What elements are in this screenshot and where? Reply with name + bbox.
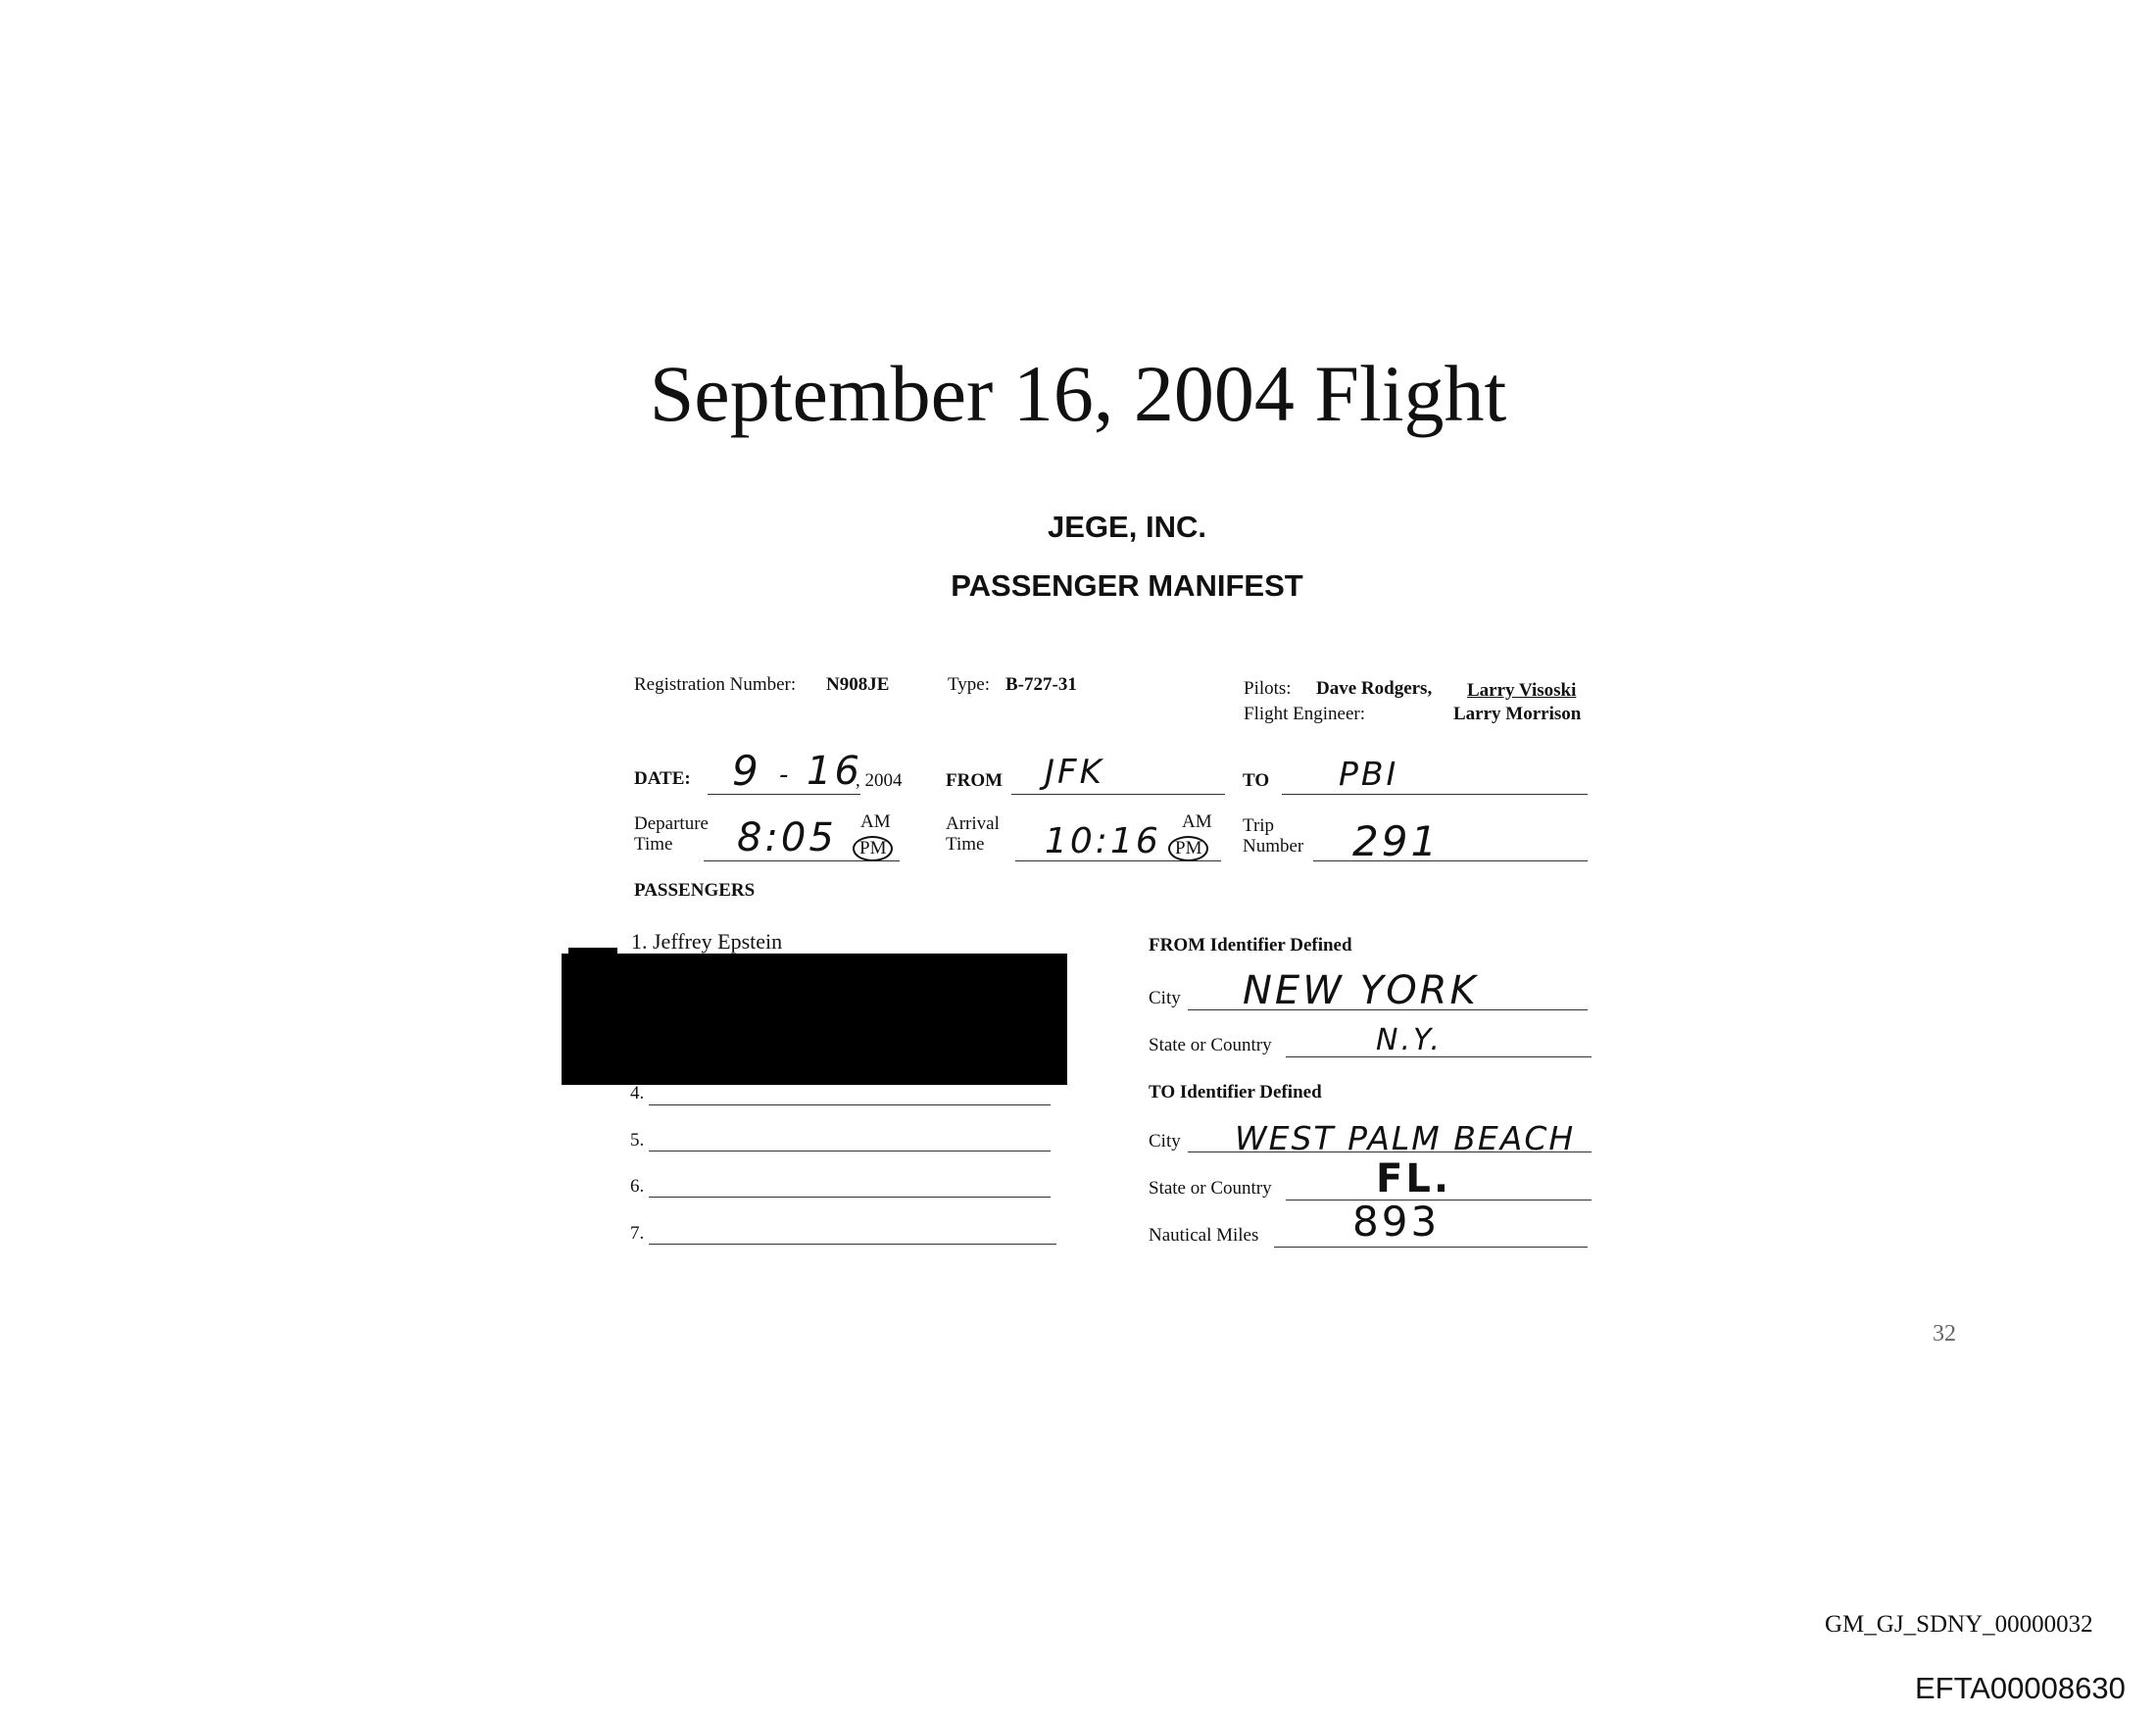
date-year: , 2004 [856, 770, 903, 791]
nautical-miles-line [1274, 1247, 1588, 1248]
company-name: JEGE, INC. [1048, 510, 1206, 544]
from-city-label: City [1149, 988, 1181, 1008]
to-line [1282, 794, 1588, 795]
departure-pm-circled: PM [853, 836, 893, 861]
registration-label: Registration Number: [634, 674, 797, 695]
to-city-value: WEST PALM BEACH [1235, 1119, 1576, 1157]
trip-label-line1: Trip [1243, 815, 1275, 836]
type-label: Type: [948, 674, 990, 695]
to-city-label: City [1149, 1131, 1181, 1152]
from-city-value: NEW YORK [1243, 968, 1479, 1013]
from-label: FROM [946, 770, 1004, 791]
from-state-value: N.Y. [1376, 1023, 1443, 1057]
from-identifier-heading: FROM Identifier Defined [1149, 935, 1352, 956]
pilot-2: Larry Visoski [1467, 680, 1577, 701]
arrival-am: AM [1182, 811, 1212, 832]
pilot-1: Dave Rodgers, [1316, 678, 1433, 699]
nautical-miles-value: 893 [1352, 1198, 1441, 1246]
type-value: B-727-31 [1005, 674, 1077, 695]
departure-time: 8:05 [737, 815, 837, 860]
passenger-7-label: 7. [630, 1223, 645, 1244]
date-month: 9 [732, 747, 761, 795]
nautical-miles-label: Nautical Miles [1149, 1225, 1259, 1246]
pilots-label: Pilots: [1244, 678, 1292, 699]
registration-value: N908JE [826, 674, 890, 695]
passenger-5-line [649, 1151, 1051, 1152]
engineer-label: Flight Engineer: [1244, 704, 1366, 724]
passenger-6-line [649, 1197, 1051, 1198]
to-state-value: FL. [1376, 1156, 1452, 1201]
from-state-label: State or Country [1149, 1035, 1272, 1055]
departure-label-line1: Departure [634, 813, 709, 834]
trip-label [1243, 815, 1303, 857]
date-separator: - [779, 760, 792, 790]
departure-am: AM [860, 811, 891, 832]
passenger-7-line [649, 1244, 1056, 1245]
page-title: September 16, 2004 Flight [649, 349, 1507, 438]
form-title: PASSENGER MANIFEST [951, 568, 1303, 603]
arrival-pm-circled: PM [1168, 836, 1208, 861]
passenger-4-line [649, 1104, 1051, 1105]
departure-label [634, 813, 709, 855]
date-label: DATE: [634, 768, 691, 789]
arrival-time: 10:16 [1045, 821, 1161, 861]
passenger-1: 1. Jeffrey Epstein [631, 929, 783, 954]
trip-value: 291 [1352, 817, 1441, 865]
bates-number-efta: EFTA00008630 [1915, 1671, 2126, 1705]
arrival-label-line2: Time [946, 834, 985, 855]
passengers-label: PASSENGERS [634, 880, 756, 901]
bates-number-gm: GM_GJ_SDNY_00000032 [1825, 1611, 2093, 1638]
passenger-4-label: 4. [630, 1083, 645, 1103]
to-label: TO [1243, 770, 1270, 791]
arrival-label-line1: Arrival [946, 813, 1000, 834]
from-line [1011, 794, 1225, 795]
redaction-block [562, 954, 1067, 1085]
trip-label-line2: Number [1243, 836, 1304, 857]
engineer-value: Larry Morrison [1453, 704, 1582, 724]
to-value: PBI [1339, 755, 1399, 793]
from-value: JFK [1045, 753, 1104, 792]
date-day: 16 [807, 749, 862, 794]
passenger-5-label: 5. [630, 1130, 645, 1151]
page-number: 32 [1933, 1321, 1956, 1347]
to-state-label: State or Country [1149, 1178, 1272, 1199]
passenger-6-label: 6. [630, 1176, 645, 1197]
departure-label-line2: Time [634, 834, 673, 855]
to-identifier-heading: TO Identifier Defined [1149, 1082, 1322, 1102]
date-line [708, 794, 860, 795]
arrival-label [946, 813, 1000, 855]
